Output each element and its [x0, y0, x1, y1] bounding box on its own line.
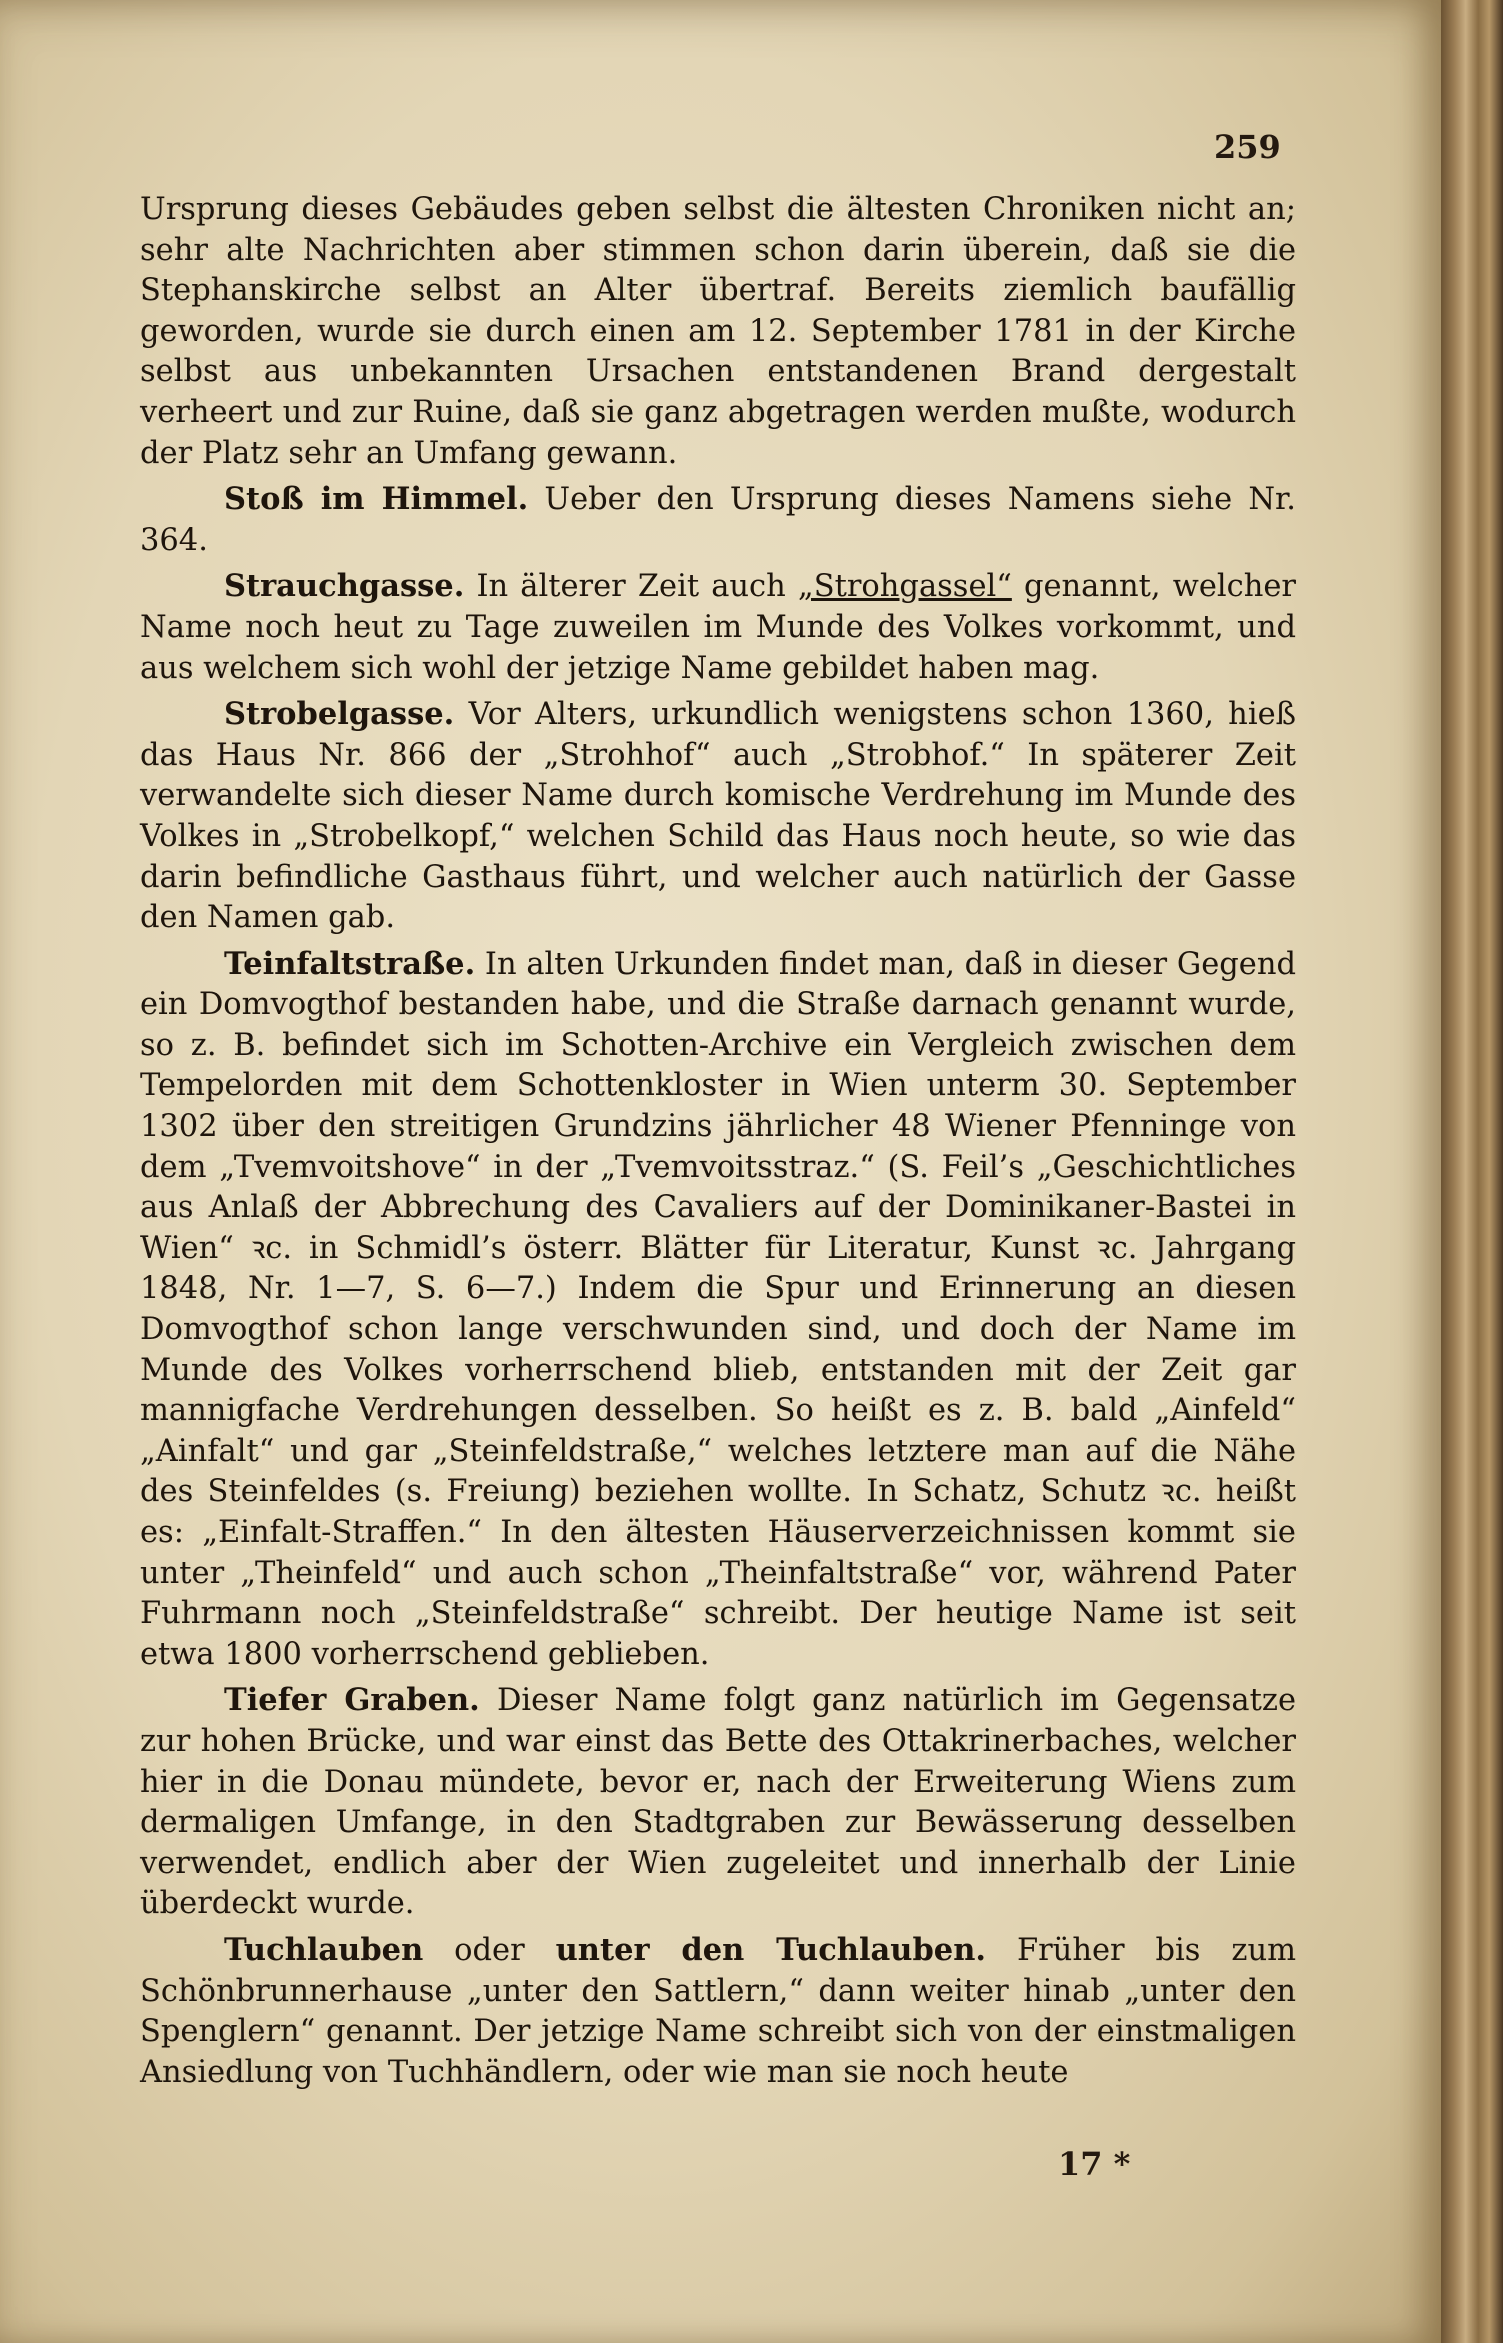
body-text: [140, 190, 1296, 2098]
entry-text: Dieser Name folgt ganz natürlich im Gegensatze zur hohen Brücke, und war einst das Bette des Ottakrinerbaches, welcher hier in die Donau mündete, bevor er, nach der Erweiterung Wiens zum dermaligen Umfange, in den Stadtgraben zur Bewässerung desselben verwendet, endlich aber der Wien zugeleitet und innerhalb der Linie überdeckt wurde.: [140, 1683, 1296, 1922]
entry-tiefer-graben: [140, 1680, 1296, 1925]
paragraph-text: Ursprung dieses Gebäudes geben selbst die ältesten Chroniken nicht an; sehr alte Nachrichten aber stimmen schon darin überein, daß sie die Stephanskirche selbst an Alter übertraf. Bereits ziemlich baufällig geworden, wurde sie durch einen am 12. September 1781 in der Kirche selbst aus unbekannten Ursachen entstandenen Brand dergestalt verheert und zur Ruine, daß sie ganz abgetragen werden mußte, wodurch der Platz sehr an Umfang gewann.: [140, 192, 1296, 471]
headword-alternate: unter den Tuchlauben.: [555, 1931, 987, 1968]
entry-strauchgasse: [140, 566, 1296, 689]
entry-text: Früher bis zum Schönbrunnerhause „unter den Sattlern,“ dann weiter hinab „unter den Spenglern“ genannt. Der jetzige Name schreibt sich von der einstmaligen Ansiedlung von Tuchhändlern, oder wie man sie noch heute: [140, 1932, 1297, 2090]
book-page-edge: [1441, 0, 1503, 2343]
underlined-term: „Strohgassel“: [797, 569, 1012, 605]
headword: Tiefer Graben.: [224, 1682, 480, 1719]
paragraph-continuation: [140, 190, 1296, 474]
headword: Tuchlauben: [224, 1931, 424, 1968]
entry-teinfaltstrasse: [140, 944, 1296, 1676]
entry-text: In älterer Zeit auch: [464, 569, 798, 605]
entry-text: genannt, welcher Name noch heut zu Tage zuweilen im Munde des Volkes vorkommt, und aus welchem sich wohl der jetzige Name gebildet haben mag.: [140, 569, 1296, 686]
entry-text: Ueber den Ursprung dieses Namens siehe Nr. 364.: [140, 482, 1296, 558]
entry-connector: oder: [423, 1932, 556, 1968]
headword: Strobelgasse.: [224, 696, 455, 733]
entry-text: Vor Alters, urkundlich wenigstens schon 1360, hieß das Haus Nr. 866 der „Strohhof“ auch „Strobhof.“ In späterer Zeit verwandelte sich dieser Name durch komische Verdrehung im Munde des Volkes in „Strobelkopf,“ welchen Schild das Haus noch heute, so wie das darin befindliche Gasthaus führt, und welcher auch natürlich der Gasse den Namen gab.: [140, 697, 1296, 936]
signature-mark: 17 *: [1058, 2145, 1131, 2183]
entry-text: In alten Urkunden findet man, daß in dieser Gegend ein Domvogthof bestanden habe, und die Straße darnach genannt wurde, so z. B. befindet sich im Schotten-Archive ein Vergleich zwischen dem Tempelorden mit dem Schottenkloster in Wien unterm 30. September 1302 über den streitigen Grundzins jährlicher 48 Wiener Pfenninge von dem „Tvemvoitshove“ in der „Tvemvoitsstraz.“ (S. Feil’s „Geschichtliches aus Anlaß der Abbrechung des Cavaliers auf der Dominikaner-Bastei in Wien“ ꝛc. in Schmidl’s österr. Blätter für Literatur, Kunst ꝛc. Jahrgang 1848, Nr. 1—7, S. 6—7.) Indem die Spur und Erinnerung an diesen Domvogthof schon lange verschwunden sind, und doch der Name im Munde des Volkes vorherrschend blieb, entstanden mit der Zeit gar mannigfache Verdrehungen desselben. So heißt es z. B. bald „Ainfeld“ „Ainfalt“ und gar „Steinfeldstraße,“ welches letztere man auf die Nähe des Steinfeldes (s. Freiung) beziehen wollte. In Schatz, Schutz ꝛc. heißt es: „Einfalt-Straffen.“ In den ältesten Häuserverzeichnissen kommt sie unter „Theinfeld“ und auch schon „Theinfaltstraße“ vor, während Pater Fuhrmann noch „Steinfeldstraße“ schreibt. Der heutige Name ist seit etwa 1800 vorherrschend geblieben.: [140, 946, 1296, 1672]
headword: Teinfaltstraße.: [224, 945, 476, 982]
headword: Strauchgasse.: [224, 568, 465, 605]
entry-tuchlauben: [140, 1930, 1296, 2093]
entry-strobelgasse: [140, 694, 1296, 939]
entry-stoss-im-himmel: [140, 479, 1296, 561]
headword: Stoß im Himmel.: [224, 481, 529, 518]
page-number: 259: [1214, 128, 1281, 166]
